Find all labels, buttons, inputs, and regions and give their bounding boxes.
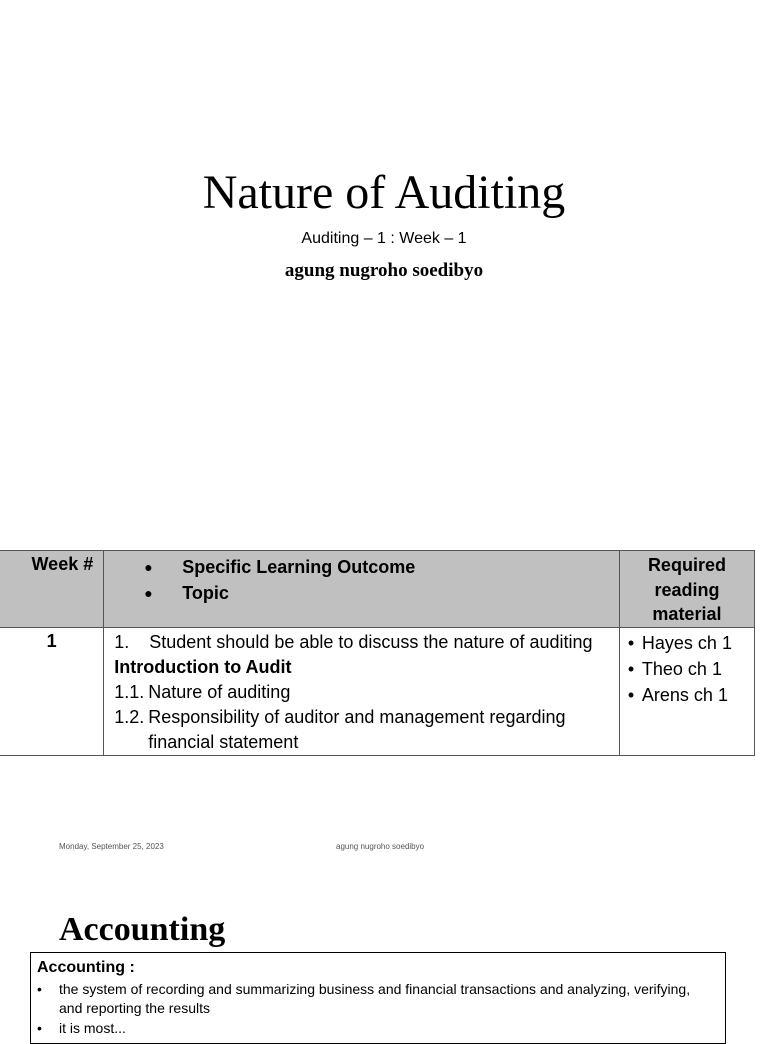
bullet-icon: •	[627, 684, 635, 705]
bullet-icon: •	[627, 632, 635, 653]
header-outcome-item: ● Specific Learning Outcome	[144, 554, 619, 580]
footer-date: Monday, September 25, 2023	[59, 842, 164, 851]
slide-author: agung nugroho soedibyo	[284, 260, 484, 281]
accounting-slide-title: Accounting	[59, 911, 226, 948]
bullet-icon: ●	[144, 559, 153, 575]
outcome-cell	[104, 627, 620, 755]
topic-line: Introduction to Audit	[114, 656, 292, 677]
syllabus-table	[0, 550, 755, 756]
bullet-icon: •	[37, 1020, 42, 1036]
table-row	[0, 627, 755, 755]
slide-title: Nature of Auditing	[202, 166, 566, 219]
definition-bullet: • the system of recording and summarizing business and financial transactions and analyzing, verifying, and reporting the results	[37, 981, 691, 1016]
bullet-icon: •	[37, 981, 42, 997]
slide-subtitle: Auditing – 1 : Week – 1	[301, 230, 467, 247]
definition-bullet: • it is most...	[37, 1020, 126, 1036]
reading-item: • Hayes ch 1	[628, 630, 754, 656]
reading-cell	[619, 627, 754, 755]
footer-author: agung nugroho soedibyo	[336, 842, 425, 851]
reading-item: • Arens ch 1	[628, 682, 754, 708]
header-reading: Required reading material	[619, 551, 754, 628]
bullet-icon: •	[627, 658, 635, 679]
objective-line: 1. Student should be able to discuss the nature of auditing	[114, 631, 593, 652]
header-week: Week #	[0, 551, 104, 628]
definition-heading: Accounting :	[37, 959, 135, 976]
header-topic-item: ● Topic	[144, 580, 619, 606]
reading-item: • Theo ch 1	[628, 656, 754, 682]
subtopic-item: 1.2. Responsibility of auditor and management regarding financial statement	[114, 706, 566, 752]
header-outcome	[104, 551, 620, 628]
bullet-icon: ●	[144, 585, 153, 601]
table-header-row	[0, 551, 755, 628]
subtopic-item: 1.1. Nature of auditing	[114, 681, 291, 702]
accounting-definition-box	[30, 952, 726, 1044]
week-cell: 1	[0, 627, 104, 755]
